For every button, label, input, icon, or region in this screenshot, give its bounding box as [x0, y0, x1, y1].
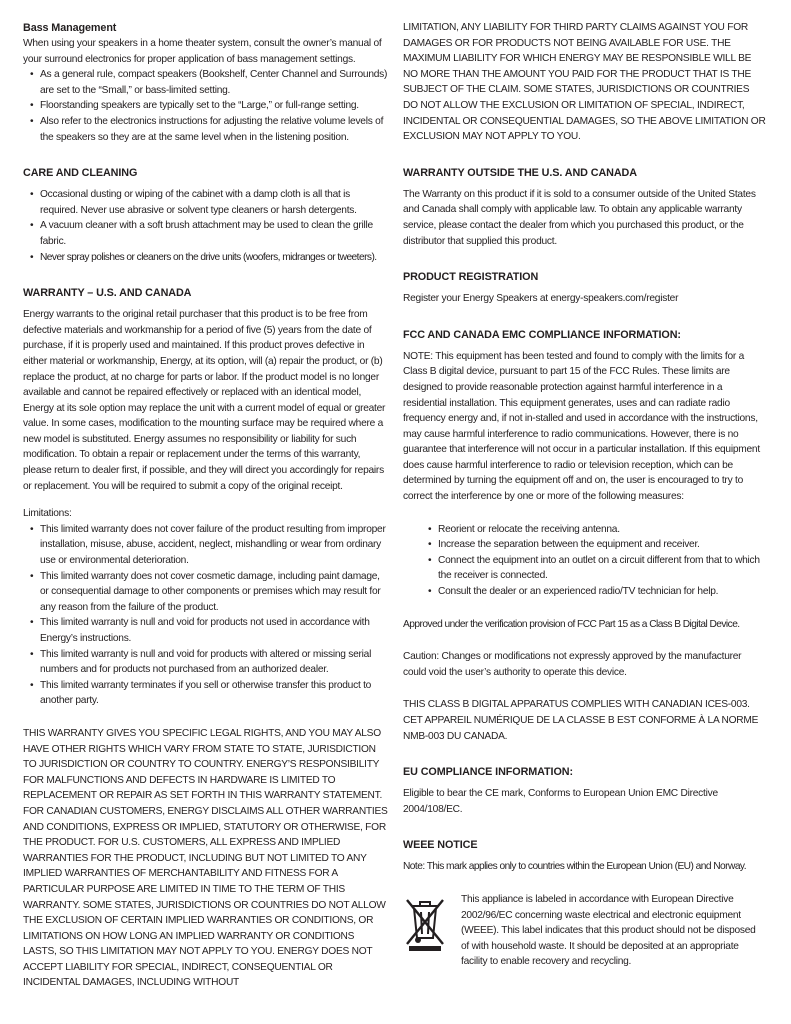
fcc-note: NOTE: This equipment has been tested and found to comply with the limits for a Class B digital device, pursuant to part 15 of the FCC Rules. These limits are designed to provide reasonable protection against harmful interference in a residential installation. This equipment generates, uses and can radiate radio frequency energy and, if not in-stalled and used in accordance with the instructions, may cause harmful interference to radio communications. However, there is no guarantee that interference will not occur in a particular installation. If this equipment does cause harmful interference to radio or television reception, which can be determined by turning the equipment off and on, the user is encouraged to try to correct the interference by one or more of the following measures: [403, 350, 760, 503]
registration-body: Register your Energy Speakers at energy-speakers.com/register [403, 293, 679, 305]
warranty-outside-body: The Warranty on this product if it is sold to a consumer outside of the United States and Canada shall comply with applicable law. To obtain any applicable warranty service, please contact the dealer from which you purchased this product, or the distributor that supplied this product. [403, 188, 756, 247]
liability-continuation: LIMITATION, ANY LIABILITY FOR THIRD PARTY CLAIMS AGAINST YOU FOR DAMAGES OR FOR PRODUCTS NOT BEING AVAILABLE FOR USE. THE MAXIMUM LIABILITY FOR WHICH ENERGY MAY BE RESPONSIBLE WILL BE NO MORE THAN THE AMOUNT YOU PAID FOR THE PRODUCT THAT IS THE SUBJECT OF THE CLAIM. SOME STATES, JURISDICTIONS OR COUNTRIES DO NOT ALLOW THE EXCLUSION OR LIMITATION OF SPECIAL, INDIRECT, INCIDENTAL OR CONSEQUENTIAL DAMAGES, SO THE ABOVE LIMITATION OR EXCLUSION MAY NOT APPLY TO YOU. [403, 22, 766, 143]
weee-heading: WEEE NOTICE [403, 839, 478, 852]
eu-heading: EU COMPLIANCE INFORMATION: [403, 766, 573, 779]
list-item: • This limited warranty does not cover cosmetic damage, including paint damage, or consequential damage to other components or premises which may result for any reason from the failure of the product. [23, 569, 389, 616]
list-item: • A vacuum cleaner with a soft brush attachment may be used to clean the grille fabric. [23, 218, 389, 249]
warranty-us-body: Energy warrants to the original retail purchaser that this product is to be free from defective materials and workmanship for a period of five (5) years from the date of purchase, if it is properly used and maintained. If this product proves defective in either material or workmanship, Energy, at its option, will (a) repair the product, or (b) replace the product, at no charge for parts or labor. If the product model is no longer available and cannot be repaired effectively or replaced with an identical model, Energy at its sole option may replace the unit with a current model of equal or greater value. In some cases, modification to the mounting surface may be required where a new model is substituted. Energy assumes no responsibility or liability for such modification. To obtain a repair or replacement under the terms of this warranty, please return to dealer first, if possible, and they will direct you accordingly for repairs or replacement. You will be required to submit a copy of the original receipt. [23, 309, 386, 492]
weee-body: This appliance is labeled in accordance with European Directive 2002/96/EC concerning waste electrical and electronic equipment (WEEE). This label indicates that this product should not be disposed of with household waste. It should be deposited at an appropriate facility to enable recovery and recycling. [461, 893, 756, 968]
fcc-section [403, 327, 766, 744]
warranty-us-heading: WARRANTY – U.S. AND CANADA [23, 287, 192, 300]
bass-management-section [23, 20, 389, 145]
registration-heading: PRODUCT REGISTRATION [403, 271, 539, 284]
list-item: • Reorient or relocate the receiving antenna. [421, 522, 766, 538]
right-column [403, 20, 766, 980]
weee-section [403, 837, 766, 980]
eu-section [403, 764, 766, 817]
list-item: • As a general rule, compact speakers (Bookshelf, Center Channel and Surrounds) are set to the “Small,” or bass-limited setting. [23, 67, 389, 98]
list-item: • This limited warranty is null and void for products with altered or missing serial numbers and for products not purchased from an authorized dealer. [23, 647, 389, 678]
bass-management-heading: Bass Management [23, 22, 117, 34]
list-item: • This limited warranty terminates if you sell or otherwise transfer this product to another party. [23, 678, 389, 709]
care-cleaning-list [23, 187, 389, 265]
crossed-out-wheelie-bin-icon [403, 894, 447, 952]
bass-management-intro: When using your speakers in a home theater system, consult the owner’s manual of your surround electronics for proper application of bass management settings. [23, 38, 382, 65]
list-item: • This limited warranty is null and void for products not used in accordance with Energy’s instructions. [23, 615, 389, 646]
warranty-outside-section [403, 165, 766, 249]
canada-compliance: THIS CLASS B DIGITAL APPARATUS COMPLIES WITH CANADIAN ICES-003. CET APPAREIL NUMÉRIQUE DE LA CLASSE B EST CONFORME À LA NORME NMB-003 DU CANADA. [403, 699, 759, 742]
list-item: • Floorstanding speakers are typically set to the “Large,” or full-range setting. [23, 98, 389, 114]
fcc-approved: Approved under the verification provision of FCC Part 15 as a Class B Digital Device. [403, 618, 740, 630]
list-item: • Consult the dealer or an experienced radio/TV technician for help. [421, 584, 766, 600]
left-column [23, 20, 389, 991]
list-item: • This limited warranty does not cover failure of the product resulting from improper installation, misuse, abuse, accident, neglect, mishandling or wear from ordinary use or environmental deterioration. [23, 522, 389, 569]
fcc-heading: FCC AND CANADA EMC COMPLIANCE INFORMATION: [403, 328, 681, 341]
bass-management-list [23, 67, 389, 145]
fcc-measures-list [403, 522, 766, 600]
warranty-outside-heading: WARRANTY OUTSIDE THE U.S. AND CANADA [403, 166, 637, 179]
list-item: • Occasional dusting or wiping of the cabinet with a damp cloth is all that is required. Never use abrasive or solvent type cleaners or harsh detergents. [23, 187, 389, 218]
list-item: • Also refer to the electronics instructions for adjusting the relative volume levels of the speakers so they are at the same level when in the listening position. [23, 114, 389, 145]
registration-section [403, 269, 766, 307]
legal-rights-text: THIS WARRANTY GIVES YOU SPECIFIC LEGAL RIGHTS, AND YOU MAY ALSO HAVE OTHER RIGHTS WHICH VARY FROM STATE TO STATE, JURISDICTION TO JURISDICTION OR COUNTRY TO COUNTRY. ENERGY’S RESPONSIBILITY FOR MALFUNCTIONS AND DEFECTS IN HARDWARE IS LIMITED TO REPLACEMENT OR REPAIR AS SET FORTH IN THIS WARRANTY STATEMENT. FOR CANADIAN CUSTOMERS, ENERGY DISCLAIMS ALL OTHER WARRANTIES AND CONDITIONS, EXPRESS OR IMPLIED, STATUTORY OR OTHERWISE, FOR THE PRODUCT. FOR U.S. CUSTOMERS, ALL EXPRESS AND IMPLIED WARRANTIES FOR THE PRODUCT, INCLUDING BUT NOT LIMITED TO ANY IMPLIED WARRANTIES OF MERCHANTABILITY AND FITNESS FOR A PARTICULAR PURPOSE ARE LIMITED IN TIME TO THE TERM OF THIS WARRANTY. SOME STATES, JURISDICTIONS OR COUNTRIES DO NOT ALLOW THE EXCLUSION OF CERTAIN IMPLIED WARRANTIES OR CONDITIONS, OR LIMITATIONS ON HOW LONG AN IMPLIED WARRANTY OR CONDITIONS LASTS, SO THIS LIMITATION MAY NOT APPLY TO YOU. ENERGY DOES NOT ACCEPT LIABILITY FOR SPECIAL, INDIRECT, CONSEQUENTIAL OR INCIDENTAL DAMAGES, INCLUDING WITHOUT [23, 727, 388, 989]
care-cleaning-section [23, 165, 389, 265]
limitations-label: Limitations: [23, 508, 72, 520]
eu-body: Eligible to bear the CE mark, Conforms to European Union EMC Directive 2004/108/EC. [403, 788, 718, 815]
list-item: • Connect the equipment into an outlet on a circuit different from that to which the receiver is connected. [421, 553, 766, 584]
warranty-us-section [23, 285, 389, 991]
fcc-caution: Caution: Changes or modifications not expressly approved by the manufacturer could void the user’s authority to operate this device. [403, 651, 742, 678]
weee-notice-block [403, 892, 766, 980]
limitations-list [23, 522, 389, 709]
care-cleaning-heading: CARE AND CLEANING [23, 167, 138, 180]
list-item: • Increase the separation between the equipment and receiver. [421, 537, 766, 553]
list-item: • Never spray polishes or cleaners on the drive units (woofers, midranges or tweeters). [23, 250, 389, 266]
weee-note: Note: This mark applies only to countries within the European Union (EU) and Norway. [403, 861, 746, 873]
